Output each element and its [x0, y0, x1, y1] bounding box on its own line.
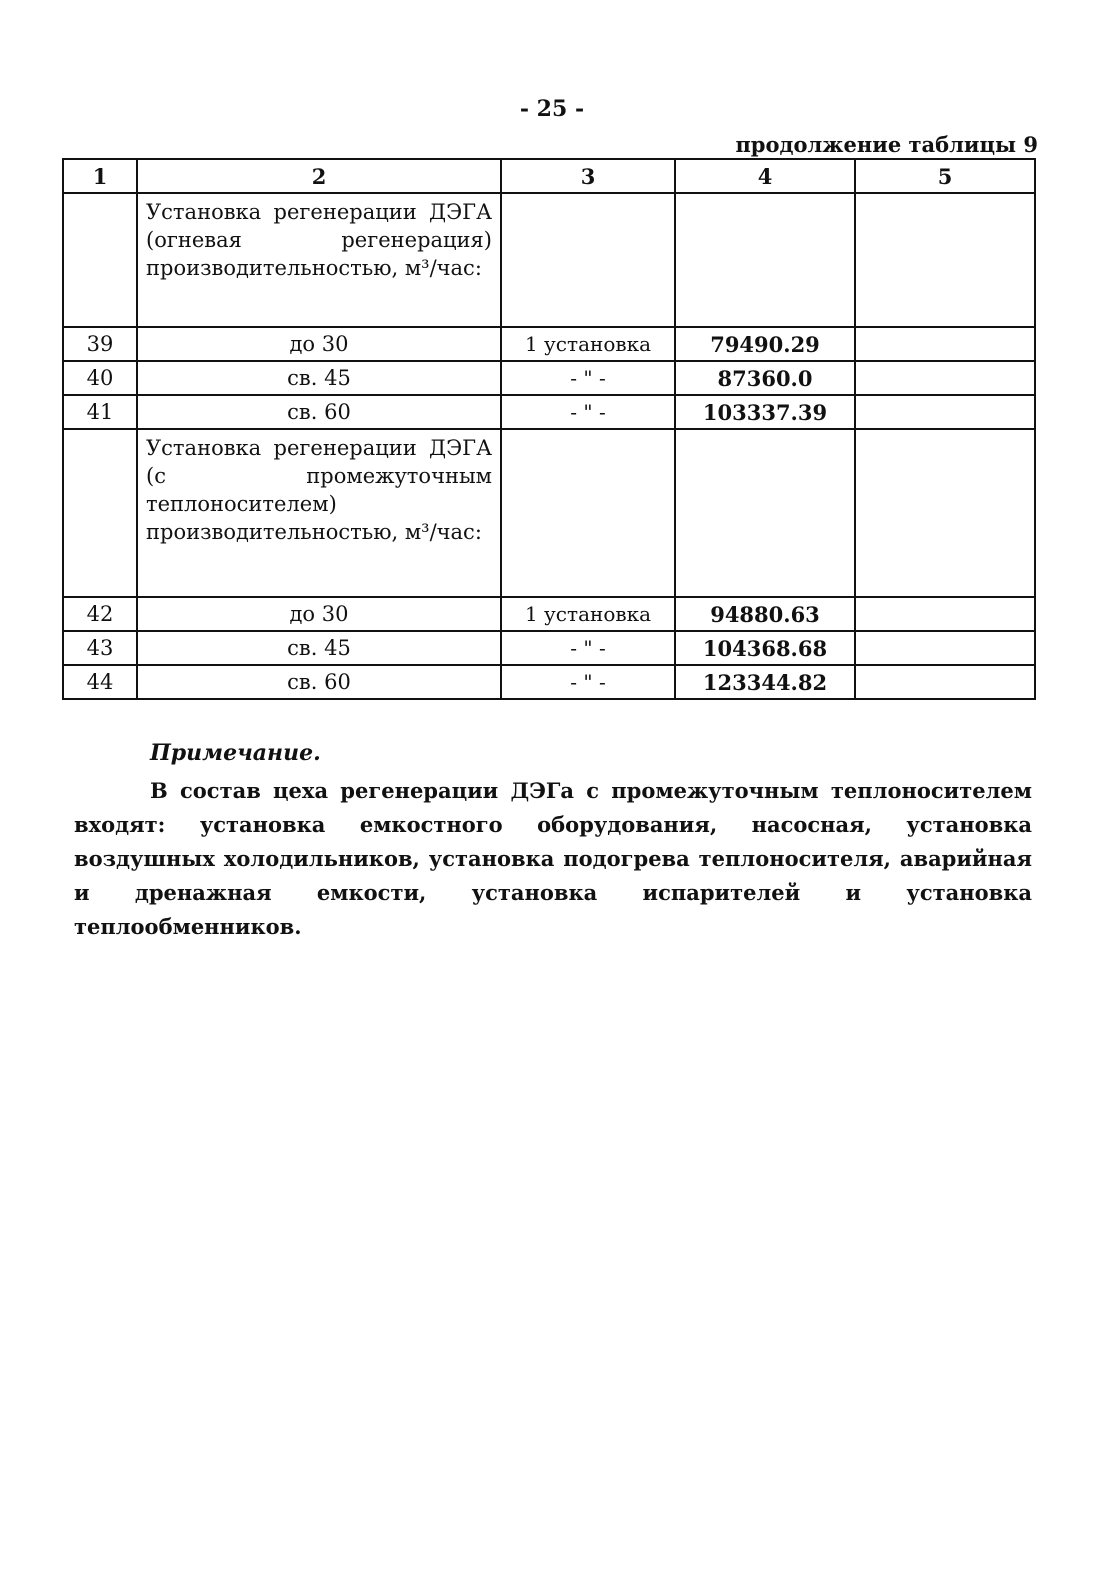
table-row [63, 631, 1035, 665]
row-col5 [855, 361, 1035, 395]
table-continuation-label: продолжение таблицы 9 [735, 132, 1038, 157]
price-table [62, 158, 1036, 700]
row-unit: - " - [501, 395, 675, 429]
note-text: В состав цеха регенерации ДЭГа с промежуточным теплоносителем входят: установка емкостного оборудования, насосная, установка воздушных холодильников, установка подогрева теплоносителя, аварийная и дренажная емкости, установка испарителей и установка теплообменников. [74, 778, 1032, 939]
row-col5 [855, 327, 1035, 361]
table-row [63, 327, 1035, 361]
row-number: 41 [63, 395, 137, 429]
note-title: Примечание. [150, 740, 321, 766]
row-unit: - " - [501, 631, 675, 665]
group-title-row [63, 193, 1035, 327]
table-row [63, 395, 1035, 429]
row-price: 123344.82 [675, 665, 855, 699]
table-row [63, 361, 1035, 395]
header-col-3: 3 [501, 159, 675, 193]
group-title-row [63, 429, 1035, 597]
header-col-1: 1 [63, 159, 137, 193]
row-number: 44 [63, 665, 137, 699]
row-capacity: св. 60 [137, 665, 501, 699]
row-unit: - " - [501, 361, 675, 395]
row-capacity: до 30 [137, 597, 501, 631]
row-price: 104368.68 [675, 631, 855, 665]
row-number: 43 [63, 631, 137, 665]
row-price: 103337.39 [675, 395, 855, 429]
row-capacity: св. 60 [137, 395, 501, 429]
row-col5 [855, 597, 1035, 631]
table-row [63, 665, 1035, 699]
row-col5 [855, 665, 1035, 699]
row-col5 [855, 631, 1035, 665]
table-header-row [63, 159, 1035, 193]
header-col-5: 5 [855, 159, 1035, 193]
row-unit: 1 установка [501, 597, 675, 631]
group-title: Установка регенерации ДЭГА (с промежуточным теплоносителем) производительностью, м³/час: [137, 429, 501, 597]
row-number: 39 [63, 327, 137, 361]
row-col5 [855, 395, 1035, 429]
row-unit: 1 установка [501, 327, 675, 361]
row-price: 94880.63 [675, 597, 855, 631]
row-number: 42 [63, 597, 137, 631]
group-title: Установка регенерации ДЭГА (огневая регенерация) производительностью, м³/час: [137, 193, 501, 327]
row-capacity: св. 45 [137, 361, 501, 395]
header-col-4: 4 [675, 159, 855, 193]
row-capacity: св. 45 [137, 631, 501, 665]
header-col-2: 2 [137, 159, 501, 193]
row-capacity: до 30 [137, 327, 501, 361]
row-number: 40 [63, 361, 137, 395]
table-row [63, 597, 1035, 631]
row-unit: - " - [501, 665, 675, 699]
row-price: 87360.0 [675, 361, 855, 395]
page-number: - 25 - [519, 96, 585, 122]
row-price: 79490.29 [675, 327, 855, 361]
